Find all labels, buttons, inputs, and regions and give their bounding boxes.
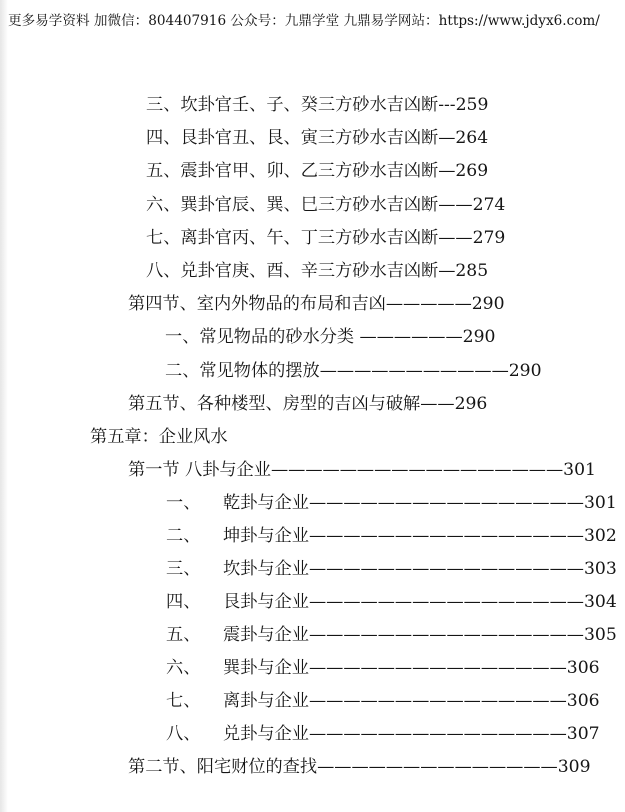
toc-leader: ————————————————— [270, 460, 564, 480]
toc-title: 兑卦与企业 [223, 724, 309, 744]
header-banner: 更多易学资料 加微信：804407916 公众号：九鼎学堂 九鼎易学网站：https://www.jdyx6.com/ [8, 13, 600, 29]
toc-title: 坤卦与企业 [223, 526, 309, 546]
toc-title: 离卦与企业 [223, 691, 309, 711]
toc-leader: ———————————————— [308, 592, 584, 612]
toc-line [165, 326, 495, 348]
toc-line [166, 591, 617, 613]
toc-line [146, 227, 505, 249]
toc-line [166, 624, 617, 646]
toc-text: 五、震卦官甲、卯、乙三方砂水吉凶断—269 [146, 161, 489, 181]
toc-text: 八、兑卦官庚、酉、辛三方砂水吉凶断—285 [146, 261, 489, 281]
toc-page: 306 [566, 691, 600, 711]
toc-line [166, 657, 600, 679]
toc-line [166, 492, 617, 514]
toc-numeral: 四、 [166, 592, 201, 612]
toc-leader: ——————————————— [308, 658, 567, 678]
toc-text: 二、常见物体的摆放———————————290 [165, 361, 542, 381]
toc-text: 一、常见物品的砂水分类 ——————290 [165, 327, 496, 347]
toc-numeral: 二、 [166, 526, 201, 546]
toc-numeral: 一、 [166, 493, 201, 513]
toc-text: 第五节、各种楼型、房型的吉凶与破解——296 [128, 394, 488, 414]
toc-title: 坎卦与企业 [223, 559, 309, 579]
toc-leader: ———————————————— [308, 559, 584, 579]
toc-line [166, 690, 600, 712]
toc-page: 301 [583, 493, 617, 513]
toc-title: 震卦与企业 [223, 625, 309, 645]
toc-text: 六、巽卦官辰、巽、巳三方砂水吉凶断——274 [146, 195, 506, 215]
toc-title: 乾卦与企业 [223, 493, 309, 513]
toc-page: 306 [566, 658, 600, 678]
toc-leader: ——————————————— [308, 724, 567, 744]
toc-leader: ———————————————— [308, 493, 584, 513]
toc-page: 301 [563, 460, 596, 480]
toc-numeral: 三、 [166, 559, 201, 579]
toc-line [128, 393, 487, 415]
toc-numeral: 八、 [166, 724, 201, 744]
toc-title: 艮卦与企业 [223, 592, 309, 612]
toc-line [146, 260, 488, 282]
toc-line [166, 723, 600, 745]
toc-line [146, 160, 488, 182]
toc-line [128, 459, 596, 481]
toc-text: 七、离卦官丙、午、丁三方砂水吉凶断——279 [146, 228, 506, 248]
toc-text: 第五章：企业风水 [90, 427, 228, 447]
toc-line [146, 94, 488, 116]
toc-page: 307 [566, 724, 600, 744]
toc-line [146, 127, 488, 149]
toc-text: 第四节、室内外物品的布局和吉凶—————290 [128, 294, 505, 314]
toc-leader: ———————————————— [308, 625, 584, 645]
toc-page: 304 [583, 592, 617, 612]
toc-page: 303 [583, 559, 617, 579]
toc-text: 三、坎卦官壬、子、癸三方砂水吉凶断---259 [146, 95, 489, 115]
toc-page: 305 [583, 625, 617, 645]
toc-leader: —————————————— [317, 757, 558, 777]
toc-numeral: 六、 [166, 658, 201, 678]
toc-line [166, 558, 617, 580]
toc-numeral: 五、 [166, 625, 201, 645]
page-edge [0, 0, 8, 812]
toc-leader: ——————————————— [308, 691, 567, 711]
toc-line [165, 360, 542, 382]
toc-leader: ———————————————— [308, 526, 584, 546]
toc-text: 四、艮卦官丑、艮、寅三方砂水吉凶断—264 [146, 128, 489, 148]
toc-numeral: 七、 [166, 691, 201, 711]
toc-line [128, 756, 591, 778]
toc-page: 309 [557, 757, 591, 777]
toc-title: 巽卦与企业 [223, 658, 309, 678]
chapter-heading [90, 426, 228, 448]
toc-title: 第二节、阳宅财位的查找 [128, 757, 318, 777]
toc-line [146, 194, 505, 216]
toc-line [166, 525, 617, 547]
toc-title: 第一节 八卦与企业 [128, 460, 271, 480]
toc-page: 302 [583, 526, 617, 546]
toc-line [128, 293, 505, 315]
